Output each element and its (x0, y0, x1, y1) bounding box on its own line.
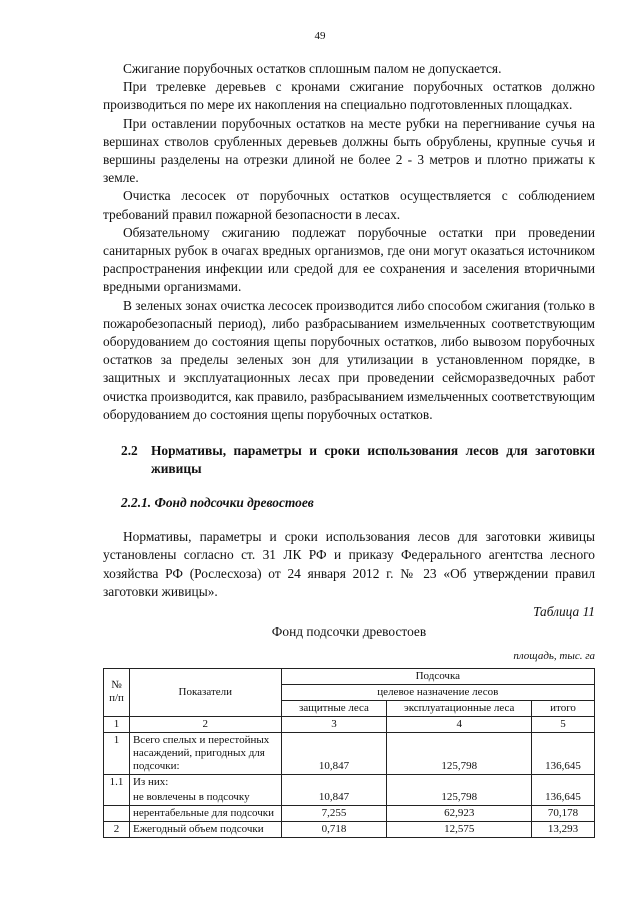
row-operational: 12,575 (387, 821, 532, 837)
section-heading (103, 442, 595, 478)
table-title: Фонд подсочки древостоев (271, 624, 427, 640)
subsection-heading: 2.2.1. Фонд подсочки древостоев (121, 495, 314, 511)
paragraph: В зеленых зонах очистка лесосек производится либо способом сжигания (только в пожаробезопасный период), либо разбрасыванием измельченных соответствующим оборудованием до состояния щепы порубочных остатков, либо вывозом порубочных остатков за пределы зеленых зон для утилизации в установленном порядке, в защитных и эксплуатационных лесах при проведении сейсморазведочных работ очистка производится, как правило, разбрасыванием измельченных соответствующим оборудованием до состояния щепы порубочных остатков. (103, 297, 595, 422)
header-tapping: Подсочка (281, 668, 594, 684)
row-protective: 0,718 (281, 821, 387, 837)
column-number: 2 (129, 716, 281, 732)
table-row (104, 805, 595, 821)
table-row (104, 732, 595, 774)
paragraph: При оставлении порубочных остатков на месте рубки на перегнивание сучья на вершинах стволов срубленных деревьев должны быть обрублены, крупные сучья и вершины разделены на отрезки длиной не более 2 - 3 метров и плотно прижаты к земле. (103, 115, 595, 186)
row-num: 2 (104, 821, 130, 837)
row-num: 1 (104, 732, 130, 774)
row-label: не вовлечены в подсочку (129, 790, 281, 806)
header-num: № п/п (104, 668, 130, 716)
table-caption: Таблица 11 (533, 604, 595, 620)
paragraph: Обязательному сжиганию подлежат порубочные остатки при проведении санитарных рубок в очагах вредных организмов, где они могут оказаться источником распространения инфекции или средой для ее сохранения и заселения вторичными вредными организмами. (103, 224, 595, 295)
header-purpose: целевое назначение лесов (281, 684, 594, 700)
row-label: Из них: (129, 774, 281, 790)
row-label: нерентабельные для подсочки (129, 805, 281, 821)
row-num (104, 805, 130, 821)
intro-paragraph: Нормативы, параметры и сроки использования лесов для заготовки живицы установлены согласно ст. 31 ЛК РФ и приказу Федерального агентства лесного хозяйства РФ (Рослесхоза) от 24 января 2012 г. № 23 «Об утверждении правил заготовки живицы». (103, 529, 595, 599)
row-label: Ежегодный объем подсочки (129, 821, 281, 837)
column-number: 1 (104, 716, 130, 732)
table-row (104, 774, 595, 790)
section-number: 2.2 (121, 443, 138, 459)
row-num: 1.1 (104, 774, 130, 805)
header-total: итого (532, 700, 595, 716)
header-indicators: Показатели (129, 668, 281, 716)
document-body (103, 60, 595, 838)
column-number-row (104, 716, 595, 732)
row-protective: 10,847 (281, 732, 387, 774)
page-number: 49 (314, 30, 326, 42)
row-total: 70,178 (532, 805, 595, 821)
table-unit: площадь, тыс. га (513, 650, 595, 663)
column-number: 3 (281, 716, 387, 732)
header-operational: эксплуатационные леса (387, 700, 532, 716)
row-operational: 125,798 (387, 774, 532, 805)
column-number: 4 (387, 716, 532, 732)
row-total: 136,645 (532, 774, 595, 805)
row-total: 136,645 (532, 732, 595, 774)
row-label: Всего спелых и перестойных насаждений, пригодных для подсочки: (129, 732, 281, 774)
column-number: 5 (532, 716, 595, 732)
header-protective: защитные леса (281, 700, 387, 716)
paragraph: Очистка лесосек от порубочных остатков осуществляется с соблюдением требований правил пожарной безопасности в лесах. (103, 188, 595, 222)
row-protective: 10,847 (281, 774, 387, 805)
table-row (104, 821, 595, 837)
tapping-fund-table (103, 668, 595, 838)
row-total: 13,293 (532, 821, 595, 837)
paragraph: При трелевке деревьев с кронами сжигание порубочных остатков должно производиться по мере их накопления на специально подготовленных площадках. (103, 79, 595, 113)
row-operational: 125,798 (387, 732, 532, 774)
paragraph: Сжигание порубочных остатков сплошным палом не допускается. (123, 61, 502, 76)
row-protective: 7,255 (281, 805, 387, 821)
section-title: Нормативы, параметры и сроки использования лесов для заготовки живицы (151, 443, 595, 477)
row-operational: 62,923 (387, 805, 532, 821)
